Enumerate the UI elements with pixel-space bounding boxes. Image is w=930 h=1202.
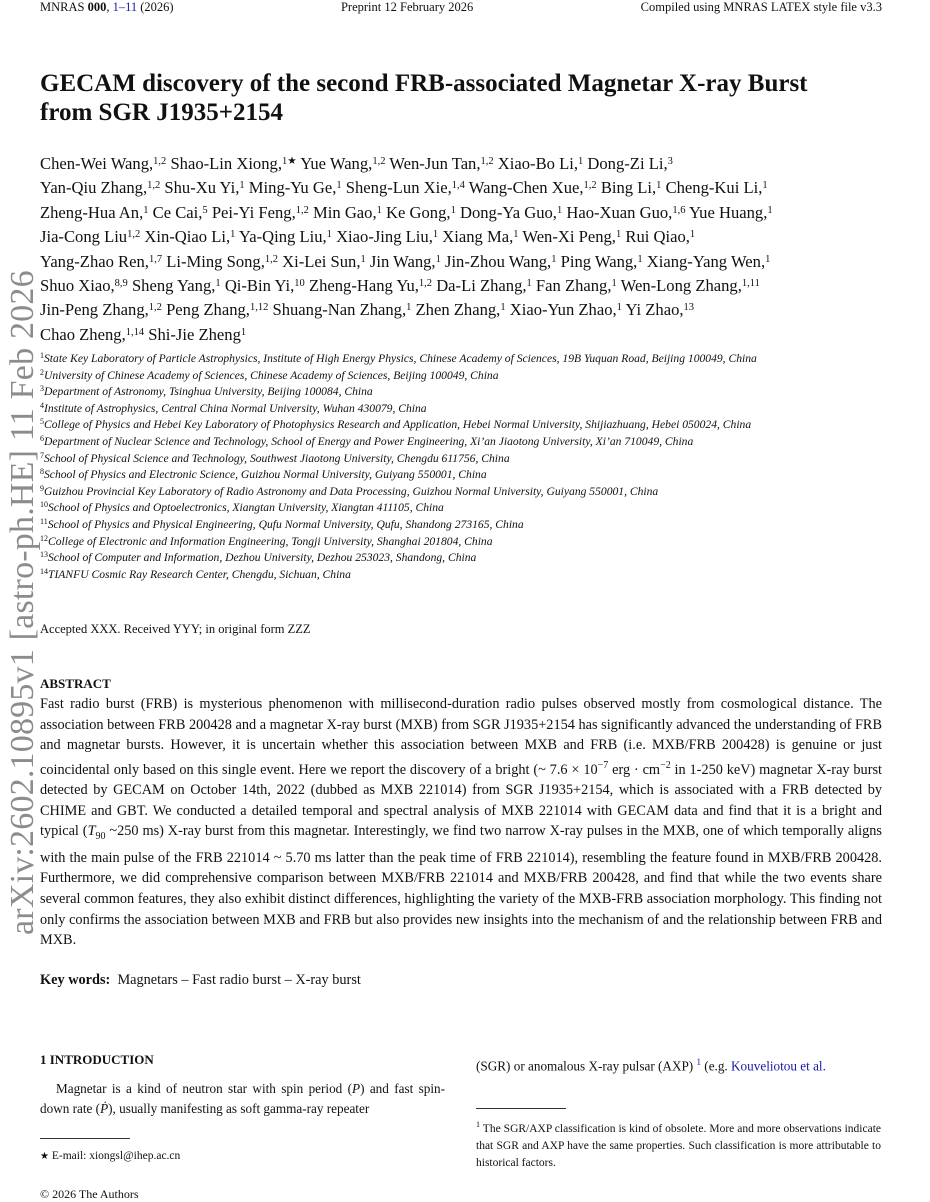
introduction-paragraph: Magnetar is a kind of neutron star with spin period (P) and fast spin-down rate (Ṗ), usually manifesting as soft gamma-ray repeater bbox=[40, 1081, 445, 1116]
affiliation: $^7$School of Physical Science and Technology, Southwest Jiaotong University, Chengdu 611756, China bbox=[40, 450, 510, 465]
author-affiliation-mark: 1,2 bbox=[372, 156, 386, 167]
author-line bbox=[40, 201, 930, 225]
author-affiliation-mark: 1 bbox=[376, 204, 382, 216]
author-name: Hao-Xuan Guo, bbox=[566, 202, 673, 222]
author-affiliation-mark: 1 bbox=[326, 229, 332, 241]
author-name: Fan Zhang, bbox=[535, 276, 612, 296]
author-line bbox=[40, 225, 930, 249]
abstract bbox=[40, 675, 882, 951]
author-name: Xiao-Yun Zhao, bbox=[509, 300, 617, 320]
abstract-heading: ABSTRACT bbox=[40, 676, 111, 691]
keywords-label: Key words: bbox=[40, 972, 111, 988]
author-affiliation-mark: 1,11 bbox=[741, 278, 760, 290]
author-affiliation-mark: 1,4 bbox=[451, 180, 465, 192]
author-name: Wen-Long Zhang, bbox=[620, 276, 742, 296]
author-affiliation-mark: 1 bbox=[230, 229, 236, 241]
author-line bbox=[40, 152, 930, 176]
affiliation: $^4$Institute of Astrophysics, Central China Normal University, Wuhan 430079, China bbox=[40, 400, 427, 415]
keywords bbox=[40, 972, 361, 989]
author-affiliation-mark: 1 bbox=[637, 253, 643, 265]
author-name: Ke Gong, bbox=[386, 202, 451, 222]
author-name: Min Gao, bbox=[313, 202, 377, 222]
author-line bbox=[40, 298, 930, 322]
author-affiliation-mark: 1,2 bbox=[147, 180, 161, 192]
acceptance-line: Accepted XXX. Received YYY; in original form ZZZ bbox=[40, 622, 311, 636]
author-affiliation-mark: 1 bbox=[450, 204, 456, 216]
author-affiliation-mark: 3 bbox=[667, 156, 673, 167]
author-affiliation-mark: 1 bbox=[556, 204, 563, 216]
author-affiliation-mark: 1 bbox=[500, 302, 506, 314]
footnote-email: ★ E-mail: xiongsl@ihep.ac.cn bbox=[40, 1150, 181, 1162]
author-affiliation-mark: 1 bbox=[360, 253, 366, 265]
author-line bbox=[40, 274, 930, 298]
author-affiliation-mark: 1,2 bbox=[295, 204, 309, 216]
introduction-right-column: (SGR) or anomalous X-ray pulsar (AXP) $^1$ (e.g. Kouveliotou et al. bbox=[476, 1057, 826, 1074]
author-affiliation-mark: 1 bbox=[239, 180, 245, 192]
author-affiliation-mark: 1,14 bbox=[125, 326, 145, 338]
author-name: Shi-Jie Zheng bbox=[148, 324, 241, 344]
author-name: Xi-Lei Sun, bbox=[282, 251, 361, 271]
affiliation: $^{10}$School of Physics and Optoelectronics, Xiangtan University, Xiangtan 411105, China bbox=[40, 500, 444, 515]
author-affiliation-mark: 1 bbox=[551, 253, 557, 265]
author-affiliation-mark: 1 bbox=[215, 278, 221, 290]
author-name: Shao-Lin Xiong, bbox=[170, 154, 282, 173]
affiliation: $^5$College of Physics and Hebei Key Laboratory of Photophysics Research and Application, Hebei Normal University, Shijiazhuang, Hebei 050024, China bbox=[40, 417, 752, 432]
author-name: Shu-Xu Yi, bbox=[164, 178, 240, 198]
author-name: Da-Li Zhang, bbox=[436, 276, 527, 296]
author-affiliation-mark: 1 bbox=[513, 229, 519, 241]
author-affiliation-mark: 1★ bbox=[281, 156, 297, 167]
author-name: Shuo Xiao, bbox=[40, 276, 115, 296]
author-name: Wang-Chen Xue, bbox=[468, 178, 584, 198]
author-affiliation-mark: 1,7 bbox=[148, 253, 163, 265]
abstract-text: Fast radio burst (FRB) is mysterious phenomenon with millisecond-duration radio pulses observed mostly from cosmological distance. The association between FRB 200428 and a magnetar X-ray burst (MXB) from SGR J1935+2154 has significantly advanced the understanding of FRB and magnetar bursts. However, it is uncertain whether this association between MXB and FRB (i.e. MXB/FRB 200428) is genuine or just coincidental only based on this single event. Here we report the discovery of a bright (~ $7.6 \times 10^{-7}$ erg · $cm^{-2}$ in 1-250 keV) magnetar X-ray burst detected by GECAM on October 14th, 2022 (dubbed as MXB 221014) from SGR J1935+2154, which is associated with a FRB detected by CHIME and GBT. We conducted a detailed temporal and spectral analysis of MXB 221014 with GECAM data and find that it is a bright and typical ($T_{90}$ ~250 ms) X-ray burst from this magnetar. Interestingly, we find two narrow X-ray pulses in the MXB, one of which temporally aligns with the main pulse of the FRB 221014 ~ 5.70 ms latter than the peak time of FRB 221014), resembling the feature found in MXB/FRB 200428. Furthermore, we did comprehensive comparison between MXB/FRB 221014 and MXB/FRB 200428, and find that while the two events share several common features, they also exhibit distinct differences, highlighting the variety of the MXB-FRB association morphology. This finding not only confirms the association between MXB and FRB but also provides new insights into the mechanism of and the relationship between FRB and MXB. bbox=[40, 696, 883, 949]
author-name: Yang-Zhao Ren, bbox=[40, 251, 149, 271]
author-name: Dong-Zi Li, bbox=[587, 154, 668, 173]
author-affiliation-mark: 1,2 bbox=[264, 253, 278, 265]
affiliation: $^2$University of Chinese Academy of Sciences, Chinese Academy of Sciences, Beijing 100049, China bbox=[40, 367, 499, 382]
author-name: Qi-Bin Yi, bbox=[224, 276, 295, 296]
author-line bbox=[40, 176, 930, 200]
author-name: Xin-Qiao Li, bbox=[144, 227, 231, 247]
author-name: Chao Zheng, bbox=[40, 324, 126, 344]
author-name: Sheng-Lun Xie, bbox=[345, 178, 452, 198]
affiliation: $^{12}$College of Electronic and Information Engineering, Tongji University, Shanghai 201804, China bbox=[40, 533, 493, 548]
author-name: Yi Zhao, bbox=[625, 300, 684, 320]
author-affiliation-mark: 8,9 bbox=[114, 278, 128, 290]
author-name: Wen-Jun Tan, bbox=[389, 154, 481, 173]
author-affiliation-mark: 1 bbox=[406, 302, 412, 314]
author-name: Li-Ming Song, bbox=[166, 251, 265, 271]
author-name: Yan-Qiu Zhang, bbox=[40, 178, 148, 198]
star-mark: ★ bbox=[40, 1151, 49, 1162]
author-name: Jin-Zhou Wang, bbox=[444, 251, 552, 271]
author-name: Bing Li, bbox=[600, 178, 657, 198]
author-affiliation-mark: 1 bbox=[432, 229, 439, 241]
author-affiliation-mark: 1 bbox=[767, 204, 773, 216]
author-affiliation-mark: 1,12 bbox=[249, 302, 269, 314]
author-line bbox=[40, 250, 930, 274]
author-affiliation-mark: 10 bbox=[294, 278, 305, 290]
author-name: Yue Wang, bbox=[300, 154, 373, 173]
author-affiliation-mark: 1 bbox=[615, 229, 622, 241]
author-name: Wen-Xi Peng, bbox=[522, 227, 616, 247]
affiliation-list bbox=[40, 351, 920, 583]
author-name: Ping Wang, bbox=[560, 251, 638, 271]
author-name: Zhen Zhang, bbox=[415, 300, 501, 320]
arxiv-stamp[interactable]: arXiv:2602.10895v1 [astro-ph.HE] 11 Feb 2026 bbox=[4, 270, 41, 935]
author-name: Pei-Yi Feng, bbox=[211, 202, 296, 222]
author-name: Rui Qiao, bbox=[625, 227, 690, 247]
affiliation: $^8$School of Physics and Electronic Science, Guizhou Normal University, Guiyang 550001, China bbox=[40, 467, 487, 482]
running-header bbox=[40, 0, 882, 18]
author-affiliation-mark: 1,2 bbox=[153, 156, 167, 167]
page-range-link[interactable]: 1–11 bbox=[112, 0, 138, 14]
keywords-text: Magnetars – Fast radio burst – X-ray burst bbox=[117, 972, 361, 988]
affiliation: $^9$Guizhou Provincial Key Laboratory of Radio Astronomy and Data Processing, Guizhou Normal University, Guiyang 550001, China bbox=[40, 483, 659, 498]
author-name: Xiao-Bo Li, bbox=[497, 154, 578, 173]
author-name: Xiang Ma, bbox=[442, 227, 514, 247]
author-name: Zheng-Hang Yu, bbox=[308, 276, 419, 296]
affiliation: $^1$State Key Laboratory of Particle Astrophysics, Institute of High Energy Physics, Chinese Academy of Sciences, 19B Yuquan Road, Beijing 100049, China bbox=[40, 351, 757, 365]
footnote-1: $^1$ The SGR/AXP classification is kind of obsolete. More and more observations indicate that SGR and AXP have the same properties. Such classification is more attributable to historical factors. bbox=[476, 1120, 881, 1169]
footnote-rule bbox=[40, 1138, 130, 1139]
citation-link[interactable]: Kouveliotou et al. bbox=[731, 1058, 826, 1074]
author-affiliation-mark: 1 bbox=[611, 278, 617, 290]
affiliation: $^{13}$School of Computer and Information, Dezhou University, Dezhou 253023, Shandong, China bbox=[40, 550, 477, 565]
author-affiliation-mark: 1 bbox=[435, 253, 441, 265]
author-affiliation-mark: 1 bbox=[765, 253, 771, 265]
compiled-note: Compiled using MNRAS LATEX style file v3.3 bbox=[640, 0, 882, 14]
author-name: Jia-Cong Liu bbox=[40, 227, 128, 247]
author-affiliation-mark: 5 bbox=[202, 204, 208, 216]
affiliation: $^{14}$TIANFU Cosmic Ray Research Center, Chengdu, Sichuan, China bbox=[40, 566, 351, 581]
author-affiliation-mark: 1 bbox=[656, 180, 662, 192]
affiliation: $^{11}$School of Physics and Physical Engineering, Qufu Normal University, Qufu, Shandong 273165, China bbox=[40, 516, 524, 531]
author-affiliation-mark: 1 bbox=[578, 156, 584, 167]
author-affiliation-mark: 1,6 bbox=[672, 204, 686, 216]
author-affiliation-mark: 1 bbox=[689, 229, 696, 241]
author-line bbox=[40, 323, 930, 347]
author-affiliation-mark: 13 bbox=[683, 302, 695, 314]
section-heading-introduction: 1 INTRODUCTION bbox=[40, 1052, 154, 1067]
preprint-date: Preprint 12 February 2026 bbox=[340, 0, 474, 14]
author-affiliation-mark: 1 bbox=[616, 302, 622, 314]
author-name: Ce Cai, bbox=[152, 202, 203, 222]
author-affiliation-mark: 1,2 bbox=[148, 302, 162, 314]
author-affiliation-mark: 1 bbox=[143, 204, 149, 216]
author-affiliation-mark: 1,2 bbox=[418, 278, 433, 290]
author-name: Jin Wang, bbox=[369, 251, 436, 271]
paper-title: GECAM discovery of the second FRB-associated Magnetar X-ray Burst from SGR J1935+2154 bbox=[40, 70, 808, 126]
author-name: Ya-Qing Liu, bbox=[238, 227, 327, 247]
footnote-rule bbox=[476, 1108, 566, 1109]
author-name: Jin-Peng Zhang, bbox=[40, 300, 149, 320]
copyright: © 2026 The Authors bbox=[40, 1187, 139, 1201]
journal-citation: MNRAS 000, 1–11 (2026) bbox=[40, 0, 174, 14]
affiliation: $^3$Department of Astronomy, Tsinghua University, Beijing 100084, China bbox=[40, 384, 373, 399]
author-affiliation-mark: 1 bbox=[526, 278, 532, 290]
footnote-link[interactable]: 1 bbox=[696, 1057, 701, 1067]
affiliation: $^6$Department of Nuclear Science and Technology, School of Energy and Power Engineering, Xi’an Jiaotong University, Xi’an 710049, China bbox=[40, 433, 694, 448]
author-name: Chen-Wei Wang, bbox=[40, 154, 154, 173]
author-list bbox=[40, 152, 930, 347]
author-affiliation-mark: 1,2 bbox=[583, 180, 597, 192]
author-name: Zheng-Hua An, bbox=[40, 202, 144, 222]
author-name: Sheng Yang, bbox=[131, 276, 216, 296]
author-name: Xiang-Yang Wen, bbox=[646, 251, 766, 271]
author-affiliation-mark: 1,2 bbox=[480, 156, 494, 167]
author-name: Ming-Yu Ge, bbox=[248, 178, 337, 198]
author-name: Dong-Ya Guo, bbox=[459, 202, 557, 222]
author-name: Yue Huang, bbox=[689, 202, 768, 222]
author-name: Cheng-Kui Li, bbox=[665, 178, 763, 198]
author-name: Shuang-Nan Zhang, bbox=[272, 300, 407, 320]
author-affiliation-mark: 1 bbox=[336, 180, 342, 192]
author-name: Peng Zhang, bbox=[166, 300, 250, 320]
author-name: Xiao-Jing Liu, bbox=[336, 227, 433, 247]
author-affiliation-mark: 1 bbox=[762, 180, 768, 192]
author-affiliation-mark: 1,2 bbox=[127, 229, 141, 241]
author-affiliation-mark: 1 bbox=[240, 326, 247, 338]
